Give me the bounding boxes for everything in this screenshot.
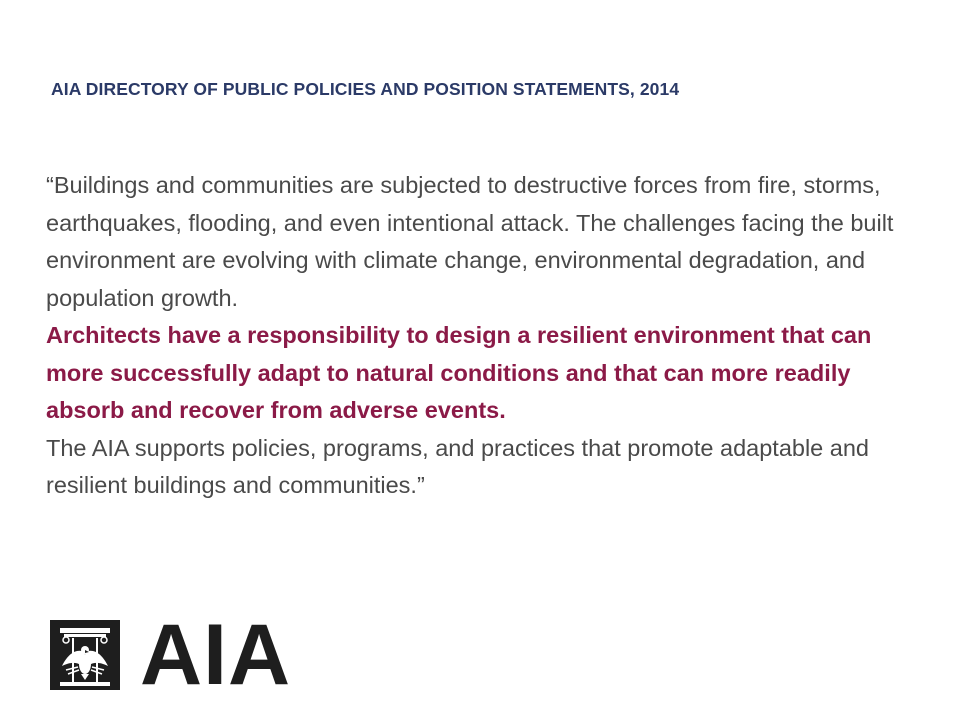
aia-wordmark: AIA [140, 607, 292, 703]
quote-emphasis: Architects have a responsibility to design a resilient environment that can more successfully adapt to natural conditions and that can more readily absorb and recover from adverse events. [46, 322, 872, 423]
quote-intro: “Buildings and communities are subjected to destructive forces from fire, storms, earthquakes, flooding, and even intentional attack. The challenges facing the built environment are evolving with climate change, environmental degradation, and population growth. [46, 172, 894, 311]
policy-quote [46, 167, 906, 505]
slide-title: AIA DIRECTORY OF PUBLIC POLICIES AND POSITION STATEMENTS, 2014 [51, 79, 680, 99]
aia-logo [50, 607, 292, 703]
quote-closing: The AIA supports policies, programs, and practices that promote adaptable and resilient buildings and communities.” [46, 434, 869, 498]
eagle-column-icon [50, 620, 120, 690]
